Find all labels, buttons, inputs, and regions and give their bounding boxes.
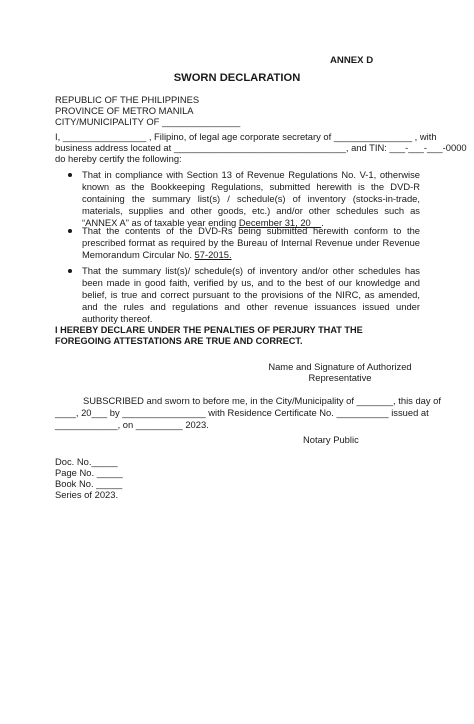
signature-line-1: Name and Signature of Authorized — [268, 361, 412, 372]
jurat-line-2: ____, 20___ by ________________ with Residence Certificate No. __________ issued at — [55, 407, 429, 418]
bullet-text: That in compliance with Section 13 of Revenue Regulations No. V-1, otherwise known as the Bookkeeping Regulations, submitted herewith is the DVD-R containing the summary list(s) / schedule(s) of inventory (stocks-in-trade, materials, supplies and other goods, etc.) and/or other schedules such as “ANNEX A” as of taxable year ending December 31, 20__. — [82, 169, 420, 228]
list-item — [70, 265, 420, 325]
intro-line-3: do hereby certify the following: — [55, 153, 182, 164]
bullet-text: That the contents of the DVD-Rs being submitted herewith conform to the prescribed format as required by the Bureau of Internal Revenue under Revenue Memorandum Circular No. 57-2015. — [82, 225, 420, 260]
notary-public-label: Notary Public — [303, 434, 359, 445]
bullet-text: That the summary list(s)/ schedule(s) of inventory and/or other schedules has been made in good faith, verified by us, and to the best of our knowledge and belief, is true and correct pursuant to the provisions of the NIRC, as amended, and the rules and regulations and other revenue issuances issued under authority thereof. — [82, 265, 420, 324]
signature-line-2: Representative — [308, 372, 372, 383]
page-number: Page No. _____ — [55, 467, 123, 478]
perjury-declaration: I HEREBY DECLARE UNDER THE PENALTIES OF PERJURY THAT THE FOREGOING ATTESTATIONS ARE TRUE AND CORRECT. — [55, 325, 363, 346]
bullet-icon — [68, 269, 72, 273]
list-item — [70, 225, 420, 261]
signature-block — [250, 361, 430, 383]
intro-line-1: I, ________________ , Filipino, of legal age corporate secretary of _______________ , with — [55, 131, 437, 142]
province-line: PROVINCE OF METRO MANILA — [55, 105, 194, 116]
republic-line: REPUBLIC OF THE PHILIPPINES — [55, 94, 200, 105]
annex-label: ANNEX D — [330, 55, 374, 66]
jurat-line-1: SUBSCRIBED and sworn to before me, in the City/Municipality of _______, this day of — [83, 395, 441, 406]
list-item — [70, 169, 420, 229]
city-line: CITY/MUNICIPALITY OF _______________ — [55, 116, 241, 127]
series-year: Series of 2023. — [55, 489, 119, 500]
jurat-line-3: ____________, on _________ 2023. — [55, 419, 209, 430]
book-number: Book No. _____ — [55, 478, 123, 489]
jurat-paragraph — [55, 395, 441, 431]
intro-paragraph — [55, 131, 467, 164]
intro-line-2: business address located at _________________________________, and TIN: ___-___-___-0000 — [55, 142, 467, 153]
taxable-year-date: December 31, 20__ — [238, 217, 322, 228]
jurisdiction-header — [55, 94, 240, 127]
bullet-icon — [68, 229, 72, 233]
bullet-icon — [68, 173, 72, 177]
document-title: SWORN DECLARATION — [173, 72, 301, 84]
doc-number: Doc. No._____ — [55, 456, 118, 467]
notarial-register — [55, 456, 123, 500]
circular-number: 57-2015. — [194, 249, 232, 260]
